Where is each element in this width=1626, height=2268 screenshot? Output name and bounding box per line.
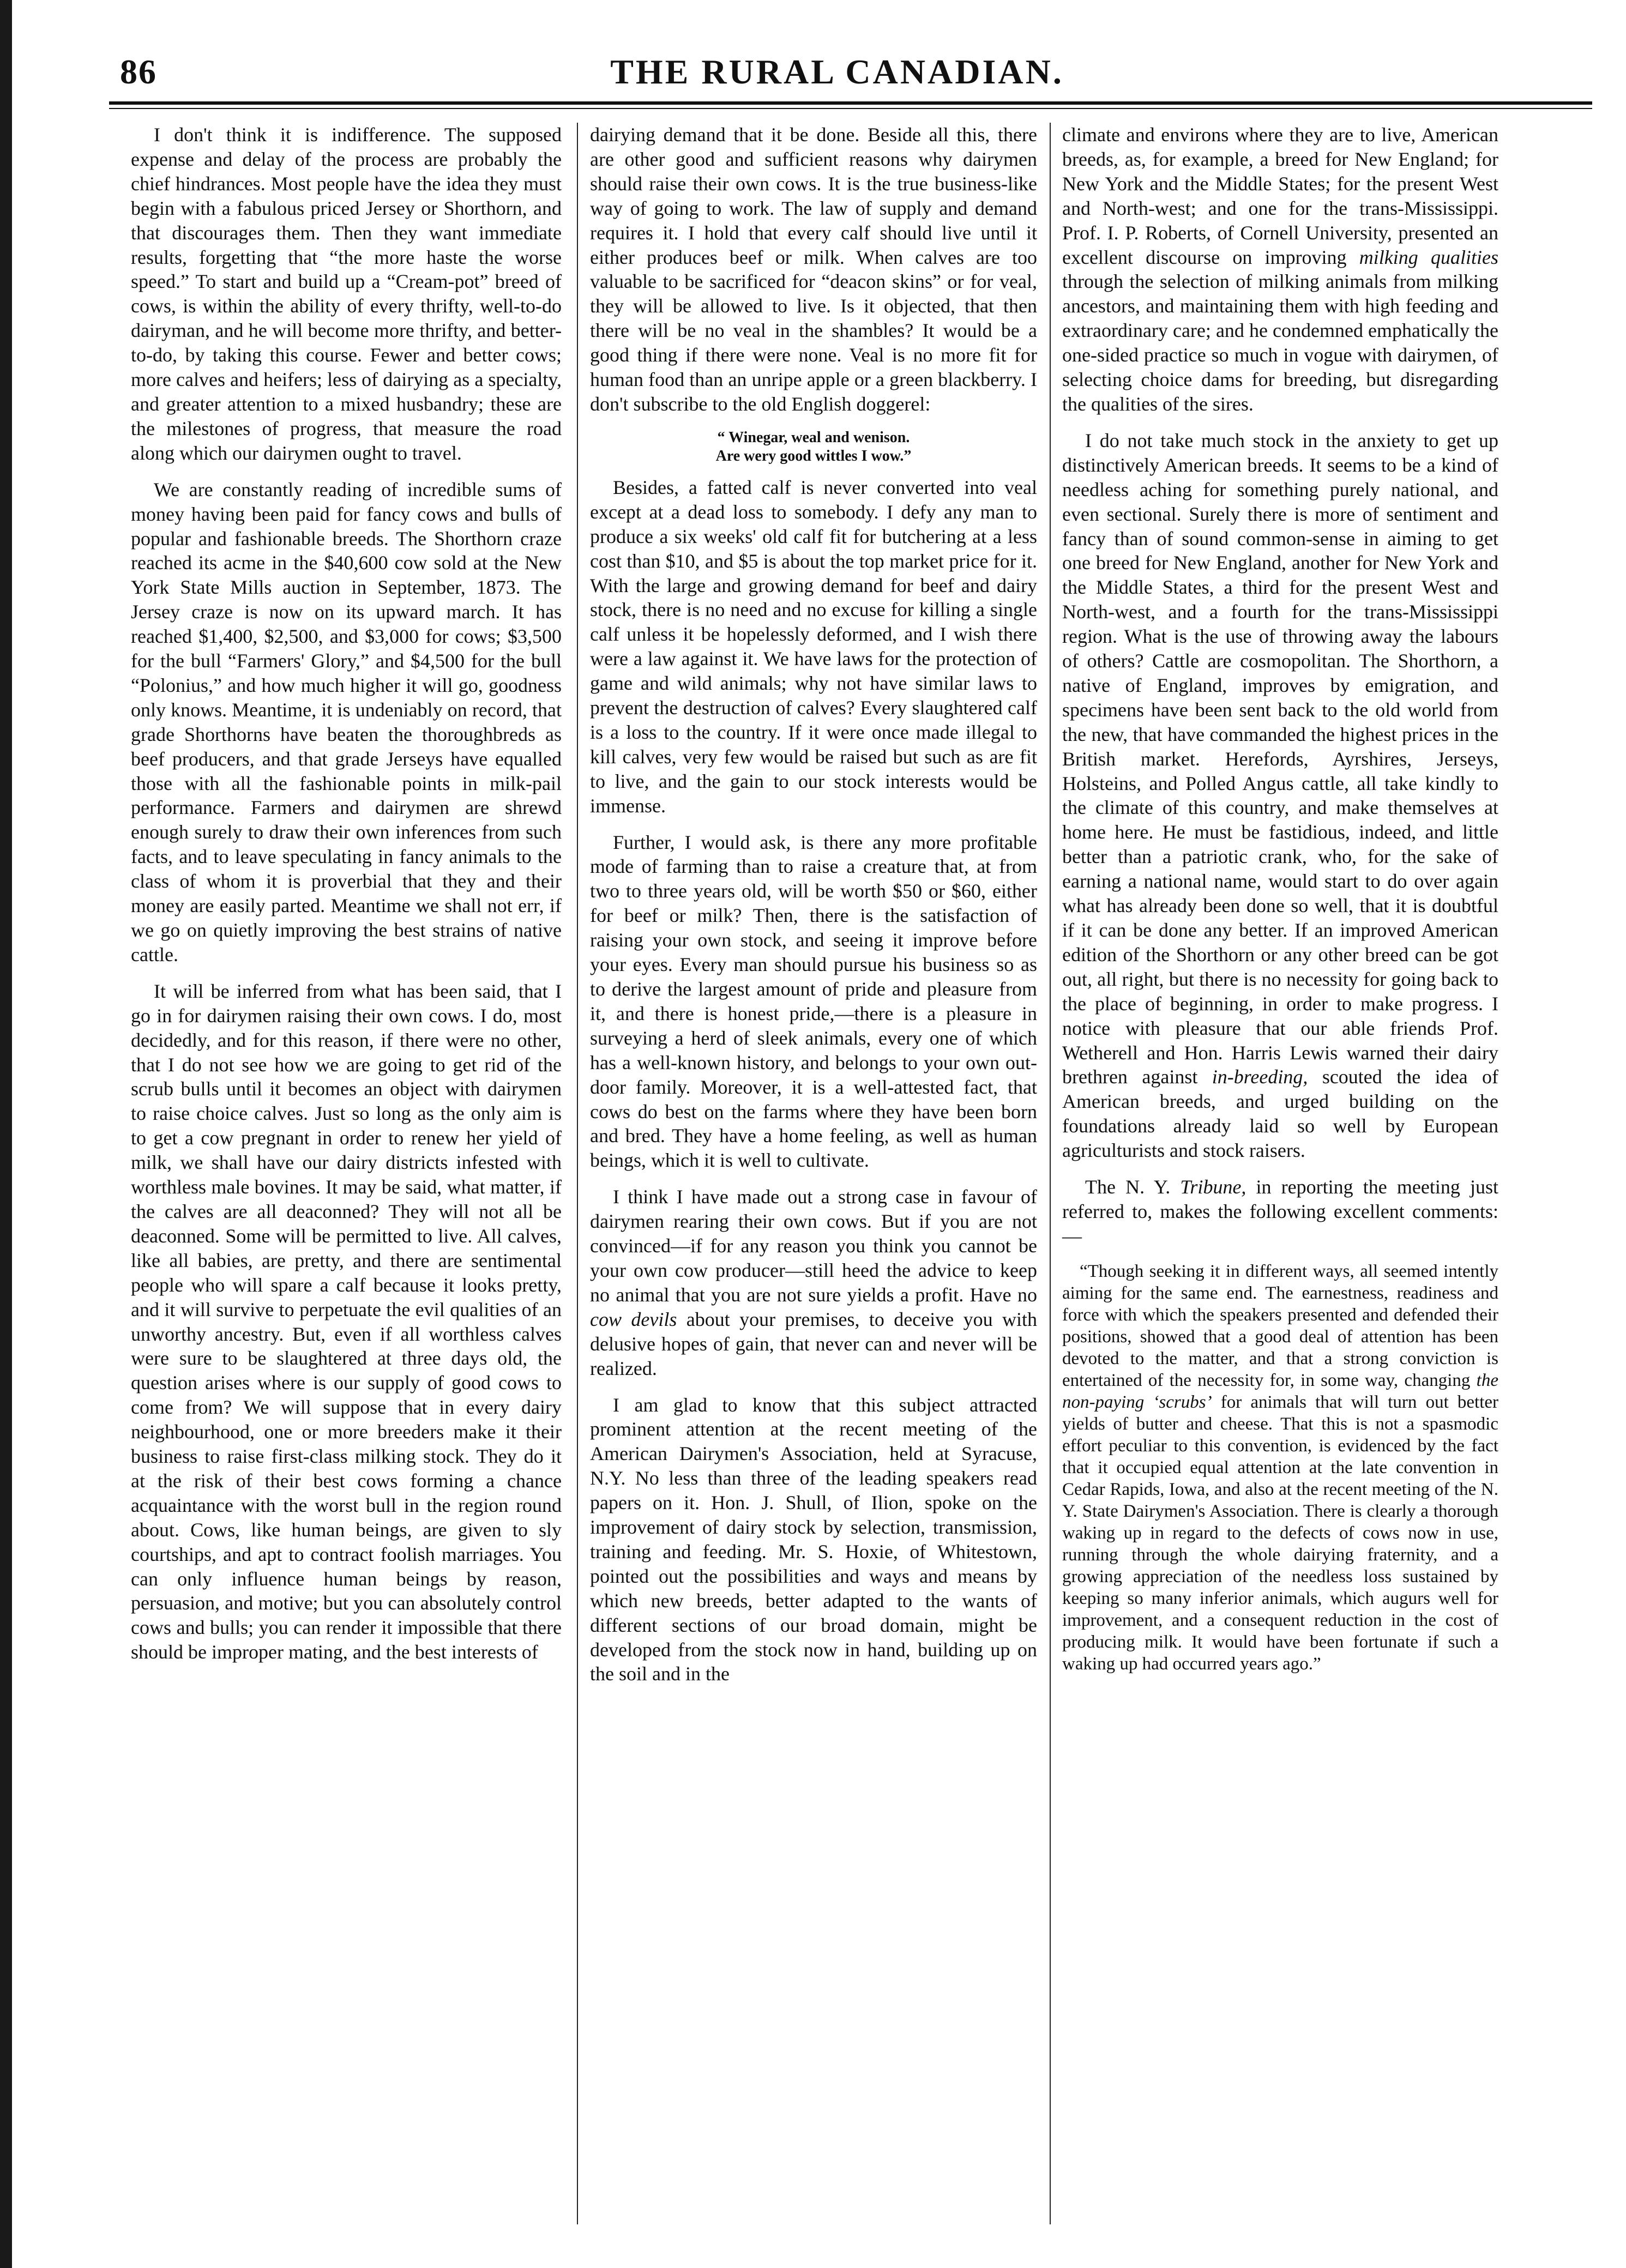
page-number: 86 bbox=[120, 52, 157, 91]
italic-text: in-breeding, bbox=[1212, 1066, 1308, 1088]
column-divider bbox=[577, 123, 578, 2224]
paragraph: I am glad to know that this subject attracted prominent attention at the recent meeting of the American Dairymen's Association, held at Syracuse, N.Y. No less than three of the leading speakers read papers on it. Hon. J. Shull, of Ilion, spoke on the improvement of dairy stock by selection, transmission, training and feeding. Mr. S. Hoxie, of Whitestown, pointed out the possibilities and ways and means by which new breeds, better adapted to the wants of different sections of our broad domain, might be developed from the stock now in hand, building up on the soil and in the bbox=[590, 1394, 1037, 1685]
column-1 bbox=[131, 123, 562, 1676]
header-rule-thin bbox=[109, 108, 1592, 109]
italic-text: Tribune, bbox=[1180, 1176, 1246, 1198]
paragraph: Besides, a fatted calf is never converted into veal except at a dead loss to somebody. I defy any man to produce a six weeks' old calf fit for butchering at a less cost than $10, and $5 is about the top market price for it. With the large and growing demand for beef and dairy stock, there is no need and no excuse for killing a single calf unless it be hopelessly deformed, and I wish there were a law against it. We have laws for the protection of game and wild animals; why not have similar laws to prevent the destruction of calves? Every slaughtered calf is a loss to the country. If it were once made illegal to kill calves, very few would be raised but such as are fit to live, and the gain to our stock interests would be immense. bbox=[590, 476, 1037, 817]
verse-line: “ Winegar, weal and wenison. bbox=[717, 429, 910, 446]
paragraph: It will be inferred from what has been said, that I go in for dairymen raising their own cows. I do, most decidedly, and for this reason, if there were no other, that I do not see how we are going to get rid of the scrub bulls until it becomes an object with dairymen to raise choice calves. Just so long as the only aim is to get a cow pregnant in order to renew her yield of milk, we shall have our dairy districts infested with worthless male bovines. It may be said, what matter, if the calves are all deaconned? They will not all be deaconned. Some will be permitted to live. All calves, like all babies, are pretty, and there are sentimental people who will spare a calf because it looks pretty, and it will survive to perpetuate the evil qualities of an unworthy ancestry. But, even if all worthless calves were sure to be slaughtered at three days old, the question arises where is our supply of good cows to come from? We will suppose that in every dairy neighbourhood, one or more breeders make it their business to raise first-class milking stock. They do it at the risk of their best cows forming a chance acquaintance with the worst bull in the region round about. Cows, like human beings, are given to sly courtships, and apt to contract foolish marriages. You can only influence human beings by reason, persuasion, and motive; but you can absolutely control cows and bulls; you can render it impossible that there should be improper mating, and the best interests of bbox=[131, 980, 562, 1663]
text-run: “Though seeking it in different ways, all seemed intently aiming for the same end. The earnestness, readiness and force with which the speakers presented and defended their positions, showed that a good deal of attention has been devoted to the matter, and that a strong conviction is entertained of the necessity for, in some way, changing bbox=[1062, 1261, 1498, 1390]
text-run: through the selection of milking animals from milking ancestors, and maintaining them with high feeding and extraordinary care; and he condemned emphatically the one-sided practice so much in vogue with dairymen, of selecting choice dams for breeding, but disregarding the qualities of the sires. bbox=[1062, 270, 1498, 415]
italic-text: the non-paying ‘scrubs’ bbox=[1062, 1370, 1498, 1412]
column-2 bbox=[590, 123, 1037, 1698]
paragraph: Further, I would ask, is there any more profitable mode of farming than to raise a creature that, at from two to three years old, will be worth $50 or $60, either for beef or milk? Then, there is the satisfaction of raising your own stock, and seeing it improve before your eyes. Every man should pursue his business so as to derive the largest amount of pride and pleasure from it, and there is honest pride,—there is a pleasure in surveying a herd of sleek animals, every one of which has a well-known history, and belongs to your own out-door family. Moreover, it is a well-attested fact, that cows do best on the farms where they have been born and bred. They have a home feeling, as well as human beings, which it is well to cultivate. bbox=[590, 831, 1037, 1172]
block-quote bbox=[1062, 1260, 1498, 1675]
text-run: climate and environs where they are to live, American breeds, as, for example, a breed for New England; for New York and the Middle States; for the present West and North-west; and one for the trans-Mississippi. Prof. I. P. Roberts, of Cornell University, presented an excellent discourse on improving bbox=[1062, 124, 1498, 268]
text-run: The N. Y. bbox=[1085, 1176, 1181, 1198]
quote-paragraph bbox=[1062, 1260, 1498, 1675]
column-3 bbox=[1062, 123, 1498, 1675]
page-header bbox=[82, 52, 1592, 106]
text-run: I do not take much stock in the anxiety to get up distinctively American breeds. It seems to be a kind of needless aching for something purely national, and even sectional. Surely there is more of sentiment and fancy than of sound common-sense in aiming to get one breed for New England, another for New York and the Middle States, a third for the present West and North-west, and a fourth for the trans-Mississippi region. What is the use of throwing away the labours of others? Cattle are cosmopolitan. The Shorthorn, a native of England, improves by emigration, and specimens have been sent back to the old world from the new, that have commanded the highest prices in the British market. Herefords, Ayrshires, Jerseys, Holsteins, and Polled Angus cattle, all take kindly to the climate of this country, and make themselves at home here. He must be fastidious, indeed, and little better than a patriotic crank, who, for the sake of earning a national name, would start to do over again what has already been done so well, that it is doubtful if it can be done any better. If an improved American edition of the Shorthorn or any other breed can be got out, all right, but there is no necessity for going back to the place of beginning, in order to make progress. I notice with pleasure that our able friends Prof. Wetherell and Hon. Harris Lewis warned their dairy brethren against bbox=[1062, 429, 1498, 1088]
verse-quote bbox=[590, 429, 1037, 466]
text-run: in reporting the meeting just referred to, makes the following excellent comments:— bbox=[1062, 1176, 1498, 1247]
paragraph: We are constantly reading of incredible sums of money having been paid for fancy cows and bulls of popular and fashionable breeds. The Shorthorn craze reached its acme in the $40,600 cow sold at the New York State Mills auction in September, 1873. The Jersey craze is now on its upward march. It has reached $1,400, $2,500, and $3,000 for cows; $3,500 for the bull “Farmers' Glory,” and $4,500 for the bull “Polonius,” and how much higher it will go, goodness only knows. Meantime, it is undeniably on record, that grade Shorthorns have beaten the thoroughbreds as beef producers, and that grade Jerseys have equalled those with all the fashionable points in milk-pail performance. Farmers and dairymen are shrewd enough surely to draw their own inferences from such facts, and to leave speculating in fancy animals to the class of whom it is proverbial that they and their money are easily parted. Meantime we shall not err, if we go on quietly improving the best strains of native cattle. bbox=[131, 478, 562, 966]
column-divider bbox=[1050, 123, 1051, 2224]
paragraph bbox=[1062, 1175, 1498, 1248]
paragraph: I don't think it is indifference. The supposed expense and delay of the process are probably the chief hindrances. Most people have the idea they must begin with a fabulous priced Jersey or Shorthorn, and that discourages them. Then they want immediate results, forgetting that “the more haste the worse speed.” To start and build up a “Cream-pot” breed of cows, is within the ability of every thrifty, well-to-do dairyman, and he will become more thrifty, and better-to-do, by taking this course. Fewer and better cows; more calves and heifers; less of dairying as a specialty, and greater attention to a mixed husbandry; these are the milestones of progress, that measure the road along which our dairymen ought to travel. bbox=[131, 124, 562, 464]
italic-text: cow devils bbox=[590, 1308, 677, 1330]
verse-line: Are wery good wittles I wow.” bbox=[715, 447, 912, 465]
masthead-title: THE RURAL CANADIAN. bbox=[610, 52, 1064, 91]
text-run: scouted the idea of American breeds, and urged building on the foundations already laid so well by European agriculturists and stock raisers. bbox=[1062, 1066, 1498, 1162]
paragraph bbox=[1062, 429, 1498, 1163]
italic-text: milking qualities bbox=[1359, 246, 1498, 268]
text-run: for animals that will turn out better yields of butter and cheese. That this is not a spasmodic effort peculiar to this convention, is evidenced by the fact that it occupied equal attention at the late convention in Cedar Rapids, Iowa, and also at the recent meeting of the N. Y. State Dairymen's Association. There is clearly a thorough waking up in regard to the defects of cows now in use, running through the whole dairying fraternity, and a growing appreciation of the needless loss sustained by keeping so many inferior animals, which augurs well for improvement, and a consequent reduction in the cost of producing milk. It would have been fortunate if such a waking up had occurred years ago.” bbox=[1062, 1392, 1498, 1674]
paragraph bbox=[590, 1185, 1037, 1380]
text-run: I think I have made out a strong case in favour of dairymen rearing their own cows. But if you are not convinced—if for any reason you think you cannot be your own cow producer—still heed the advice to keep no animal that you are not sure yields a profit. Have no bbox=[590, 1186, 1037, 1306]
text-run: about your premises, to deceive you with delusive hopes of gain, that never can and never will be realized. bbox=[590, 1308, 1037, 1379]
paragraph: dairying demand that it be done. Beside all this, there are other good and sufficient reasons why dairymen should raise their own cows. It is the true business-like way of going to work. The law of supply and demand requires it. I hold that every calf should live until it either produces beef or milk. When calves are too valuable to be sacrificed for “deacon skins” or for veal, they will be allowed to live. Is it objected, that then there will be no veal in the shambles? It would be a good thing if there were none. Veal is no more fit for human food than an unripe apple or a green blackberry. I don't subscribe to the old English doggerel: bbox=[590, 124, 1037, 415]
paragraph bbox=[1062, 123, 1498, 417]
header-rule bbox=[109, 101, 1592, 105]
page-edge-bar bbox=[0, 0, 12, 2268]
